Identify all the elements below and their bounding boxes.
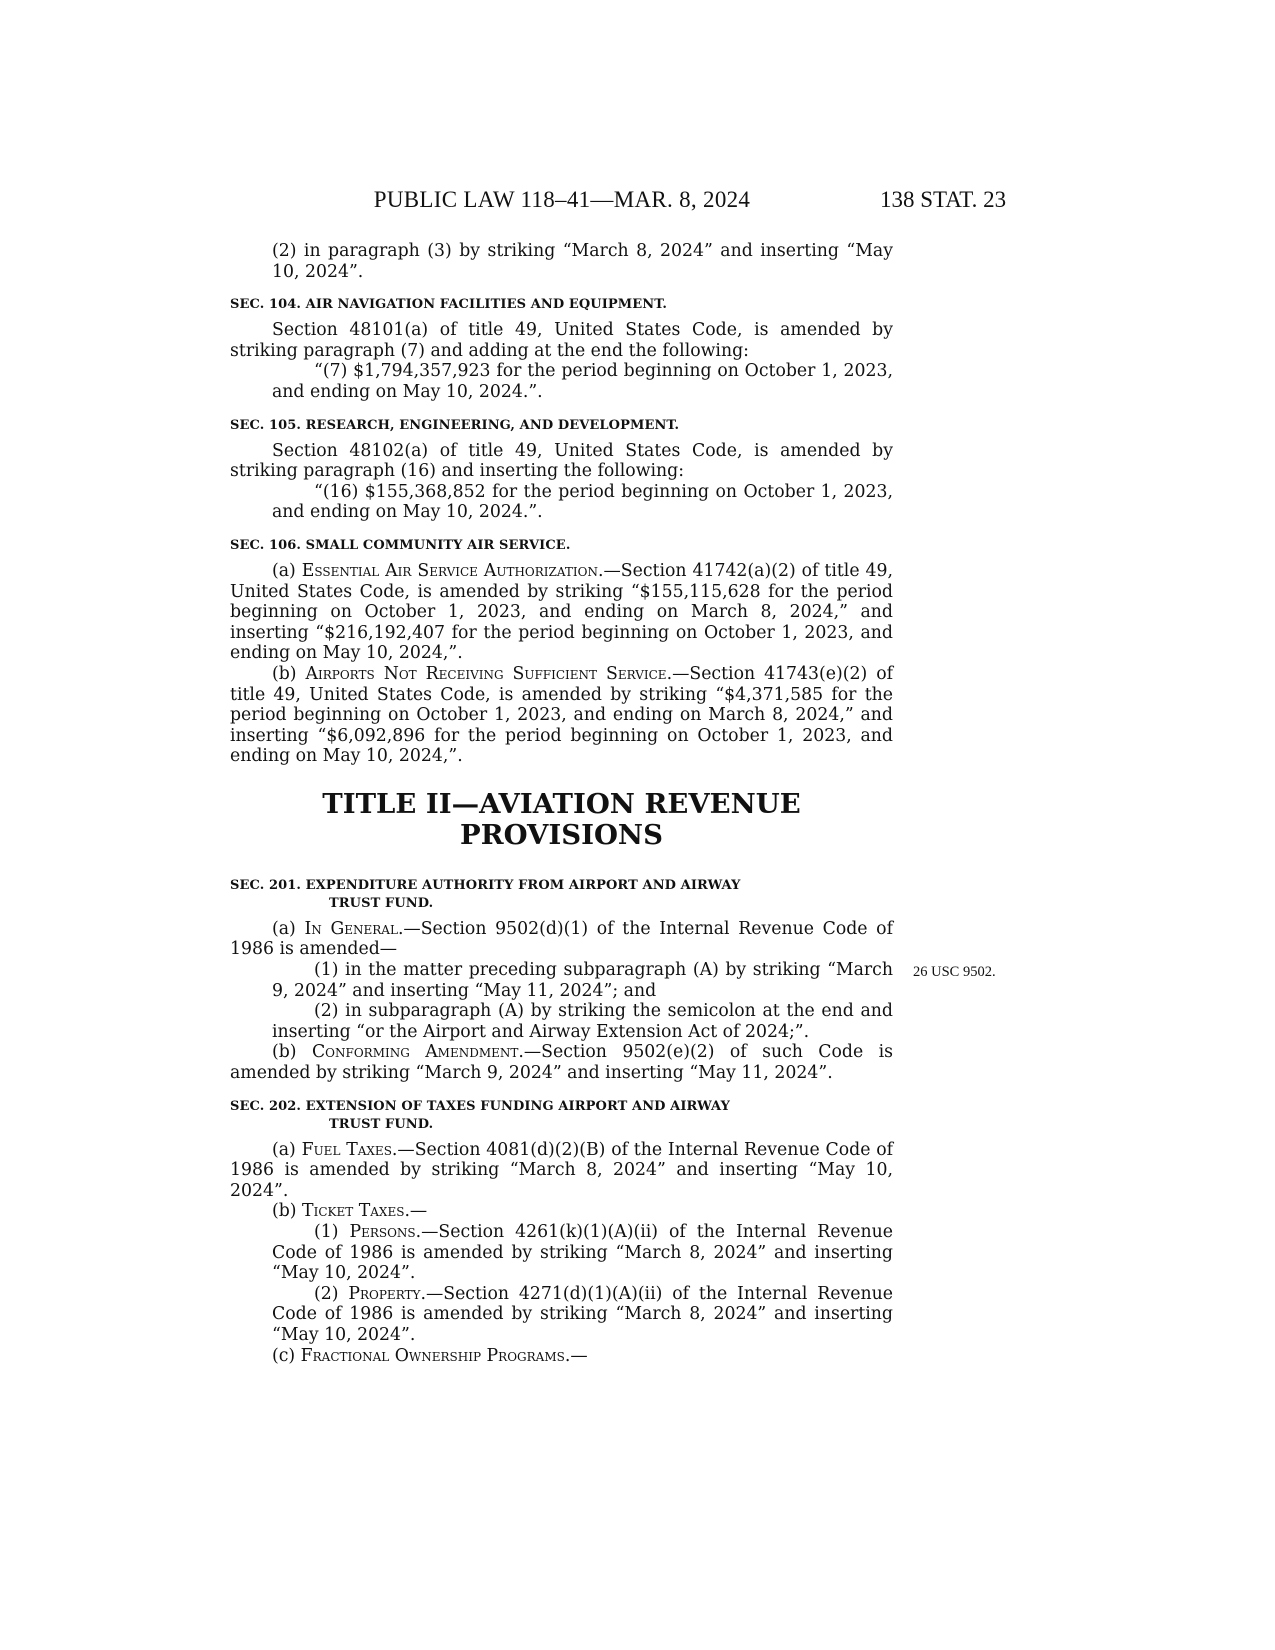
section-201-a-2: (2) in subparagraph (A) by striking the semicolon at the end and inserting “or the Airport and Airway Extension Act of 2024;”.	[272, 1001, 893, 1042]
title-ii-heading	[230, 789, 893, 851]
section-201-heading-line1: SEC. 201. EXPENDITURE AUTHORITY FROM AIRPORT AND AIRWAY	[230, 877, 741, 893]
section-202-b-label: (b)	[272, 1201, 303, 1222]
section-106-a	[230, 561, 893, 664]
section-106-a-text: .—Section 41742(a)(2) of title 49, United States Code, is amended by striking “$155,115,628 for the period beginning on October 1, 2023, and ending on March 8, 2024,” and inserting “$216,192,407 for the period beginning on October 1, 2023, and ending on May 10, 2024,”.	[230, 560, 893, 664]
stat-page-number: 138 STAT. 23	[880, 187, 1007, 212]
section-106-b-label: (b)	[272, 663, 306, 684]
section-201-b-label: (b)	[272, 1042, 312, 1063]
section-202-b-caption: Ticket Taxes	[302, 1201, 405, 1222]
section-202-b-2-text: .—Section 4271(d)(1)(A)(ii) of the Internal Revenue Code of 1986 is amended by striking “March 8, 2024” and inserting “May 10, 2024”.	[272, 1283, 893, 1345]
section-201-b	[230, 1042, 893, 1083]
running-header: PUBLIC LAW 118–41—MAR. 8, 2024	[373, 187, 751, 212]
section-105-text: Section 48102(a) of title 49, United States Code, is amended by striking paragraph (16) and inserting the following:	[230, 440, 893, 482]
section-202-b-1-label: (1)	[314, 1222, 350, 1242]
section-202-b-text: .—	[404, 1201, 428, 1222]
section-106-heading: SEC. 106. SMALL COMMUNITY AIR SERVICE.	[230, 537, 571, 553]
section-106-a-label: (a)	[272, 560, 302, 581]
section-106-a-caption: Essential Air Service Authorization	[301, 560, 598, 581]
section-201-a-text: .—Section 9502(d)(1) of the Internal Revenue Code of 1986 is amended—	[230, 918, 893, 960]
section-202-a-label: (a)	[272, 1139, 302, 1160]
document-body	[230, 241, 893, 1366]
section-202-b-2	[230, 1284, 893, 1346]
section-105-quote: “(16) $155,368,852 for the period beginning on October 1, 2023, and ending on May 10, 2024.”.	[272, 481, 893, 523]
section-201-b-caption: Conforming Amendment	[311, 1042, 519, 1063]
section-202-a-caption: Fuel Taxes	[301, 1139, 392, 1160]
section-202-c-caption: Fractional Ownership Programs	[300, 1345, 565, 1366]
section-202-c	[230, 1346, 893, 1367]
margin-citation: 26 USC 9502.	[913, 964, 996, 980]
section-202-heading-line2: TRUST FUND.	[329, 1116, 434, 1132]
section-202-b-1-text: .—Section 4261(k)(1)(A)(ii) of the Internal Revenue Code of 1986 is amended by striking “March 8, 2024” and inserting “May 10, 2024”.	[272, 1222, 893, 1284]
section-104-heading: SEC. 104. AIR NAVIGATION FACILITIES AND EQUIPMENT.	[230, 297, 667, 313]
section-202-c-label: (c)	[272, 1345, 301, 1366]
section-201-b-text: .—Section 9502(e)(2) of such Code is amended by striking “March 9, 2024” and inserting “May 11, 2024”.	[230, 1042, 893, 1084]
section-202-b	[230, 1201, 893, 1222]
section-202-a-text: .—Section 4081(d)(2)(B) of the Internal Revenue Code of 1986 is amended by striking “March 8, 2024” and inserting “May 10, 2024”.	[230, 1139, 894, 1201]
title-ii-line-2: PROVISIONS	[460, 818, 663, 851]
section-202-b-2-caption: Property	[348, 1283, 421, 1304]
section-106-b	[230, 664, 893, 767]
section-202-b-1	[230, 1222, 893, 1284]
section-201-a	[230, 919, 893, 960]
title-ii-line-1: TITLE II—AVIATION REVENUE	[322, 787, 801, 820]
section-106-b-text: .—Section 41743(e)(2) of title 49, United States Code, is amended by striking “$4,371,585 for the period beginning on October 1, 2023, and ending on March 8, 2024,” and inserting “$6,092,896 for the period beginning on October 1, 2023, and ending on May 10, 2024,”.	[230, 663, 893, 767]
section-105-heading: SEC. 105. RESEARCH, ENGINEERING, AND DEVELOPMENT.	[230, 417, 680, 433]
section-104-text: Section 48101(a) of title 49, United States Code, is amended by striking paragraph (7) and adding at the end the following:	[230, 320, 893, 361]
section-202-a	[230, 1140, 893, 1202]
section-106-b-caption: Airports Not Receiving Sufficient Service	[305, 663, 667, 684]
section-201-heading-line2: TRUST FUND.	[329, 895, 434, 911]
section-201-heading	[230, 877, 893, 913]
section-202-b-1-caption: Persons	[349, 1222, 416, 1242]
section-201-a-caption: In General	[304, 918, 398, 939]
section-202-heading-line1: SEC. 202. EXTENSION OF TAXES FUNDING AIRPORT AND AIRWAY	[230, 1098, 730, 1114]
section-104-quote: “(7) $1,794,357,923 for the period beginning on October 1, 2023, and ending on May 10, 2024.”.	[272, 361, 893, 402]
section-201-a-label: (a)	[272, 918, 305, 939]
section-202-b-2-label: (2)	[314, 1283, 349, 1304]
section-202-heading	[230, 1098, 893, 1134]
section-201-a-1: (1) in the matter preceding subparagraph (A) by striking “March 9, 2024” and inserting “May 11, 2024”; and	[272, 960, 893, 1001]
section-202-c-text: .—	[564, 1345, 588, 1366]
paragraph-intro: (2) in paragraph (3) by striking “March 8, 2024” and inserting “May 10, 2024”.	[272, 241, 893, 282]
